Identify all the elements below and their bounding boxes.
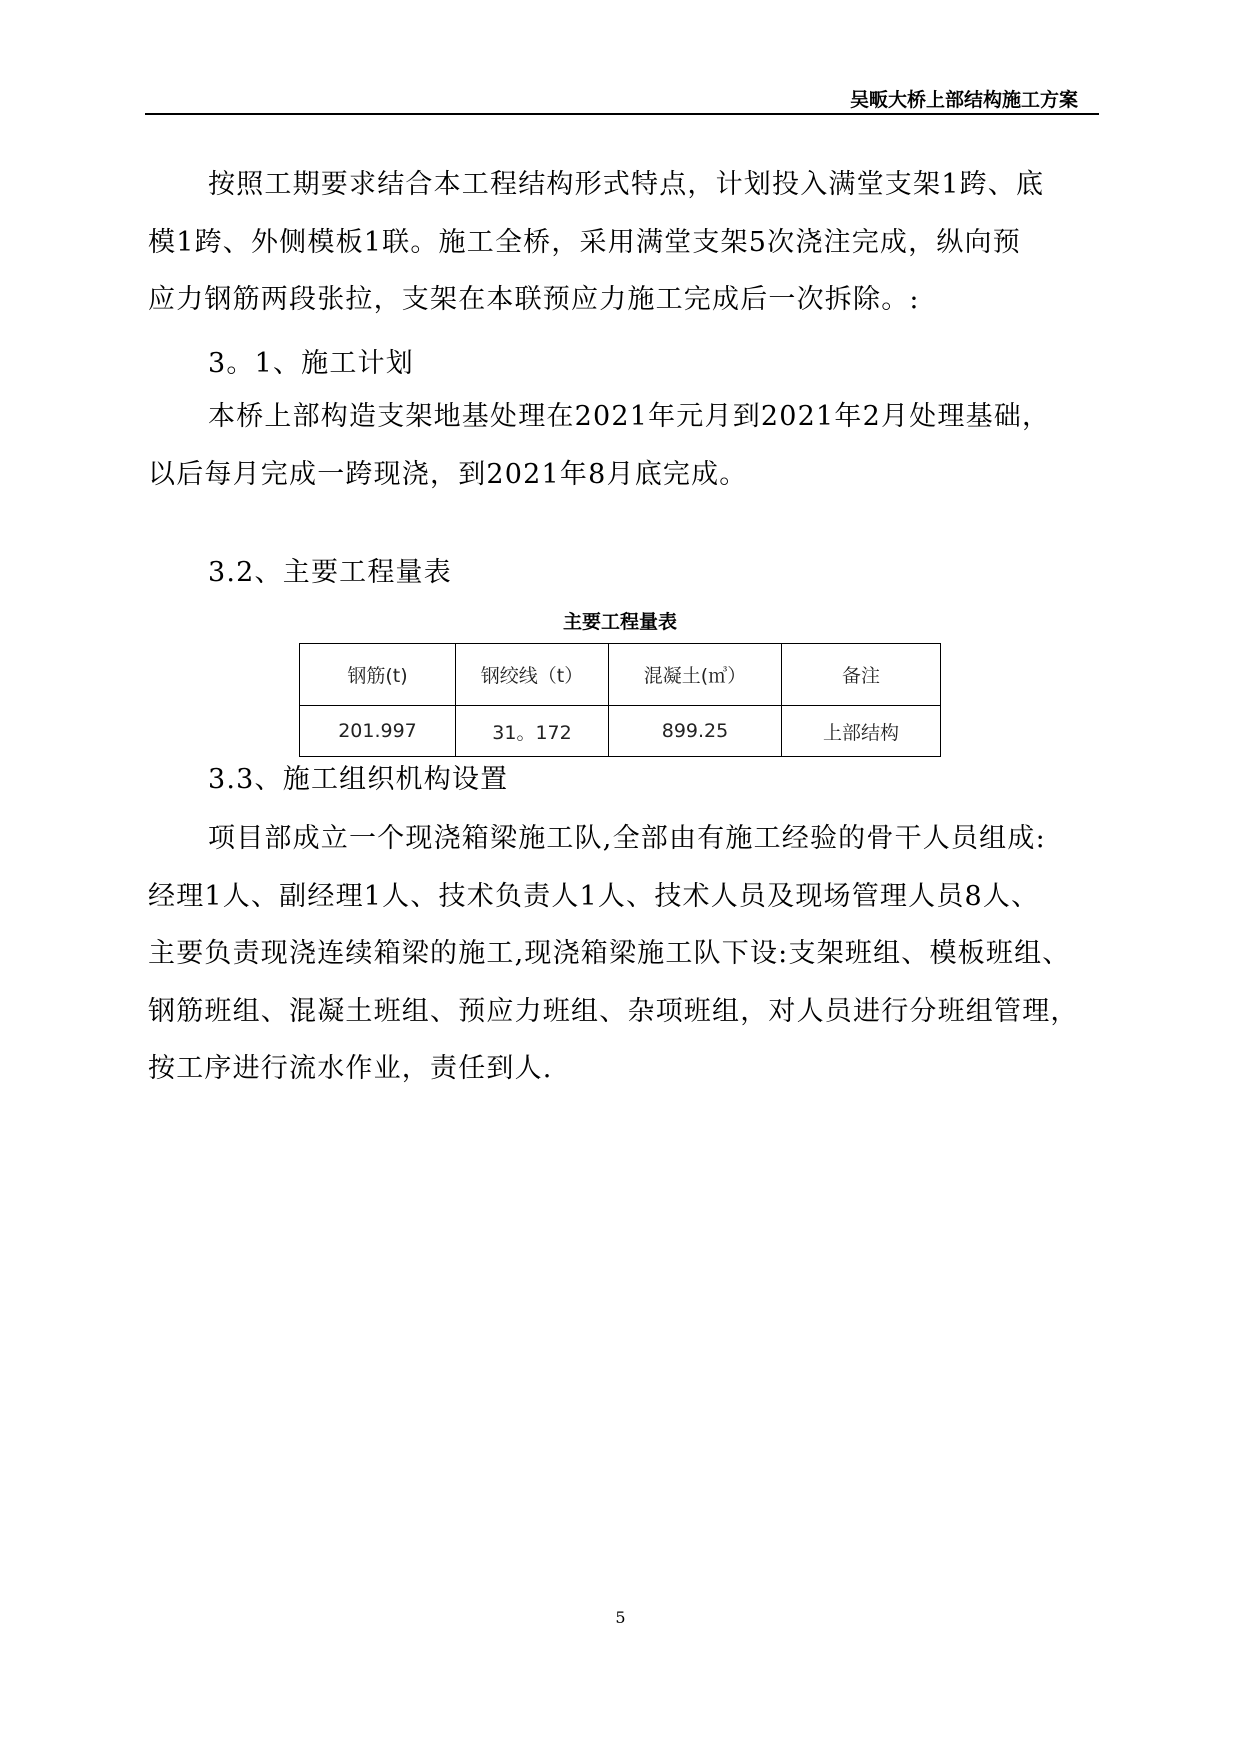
construction-plan-paragraph [148, 388, 1098, 503]
header-rule [145, 113, 1099, 115]
document-header-title: 吴畈大桥上部结构施工方案 [849, 89, 1078, 111]
paragraph-line: 模1跨、外侧模板1联。施工全桥，采用满堂支架5次浇注完成，纵向预 [148, 226, 1021, 258]
section-heading-3-2: 3.2、主要工程量表 [208, 557, 452, 588]
table-header-row [300, 644, 941, 706]
section-heading-3-3: 3.3、施工组织机构设置 [208, 764, 509, 795]
table-cell: 201.997 [300, 706, 456, 757]
organization-paragraph [148, 810, 1098, 1098]
intro-paragraph [148, 156, 1098, 329]
paragraph-line: 主要负责现浇连续箱梁的施工,现浇箱梁施工队下设:支架班组、模板班组、 [148, 938, 1071, 969]
paragraph-line: 钢筋班组、混凝土班组、预应力班组、杂项班组，对人员进行分班组管理， [148, 995, 1079, 1027]
table-header-cell: 钢筋(t) [300, 644, 456, 706]
page-number: 5 [615, 1608, 626, 1627]
paragraph-line: 以后每月完成一跨现浇，到2021年8月底完成。 [148, 458, 748, 490]
table-row [300, 706, 941, 757]
table-header-cell: 备注 [782, 644, 941, 706]
quantities-table [299, 643, 941, 757]
paragraph-line: 按照工期要求结合本工程结构形式特点，计划投入满堂支架1跨、底 [208, 169, 1045, 200]
table-caption: 主要工程量表 [562, 611, 677, 633]
paragraph-line: 经理1人、副经理1人、技术负责人1人、技术人员及现场管理人员8人、 [148, 880, 1040, 912]
paragraph-line: 本桥上部构造支架地基处理在2021年元月到2021年2月处理基础， [208, 401, 1051, 432]
paragraph-line: 项目部成立一个现浇箱梁施工队,全部由有施工经验的骨干人员组成: [208, 823, 1046, 854]
table-header-cell: 钢绞线（t） [456, 644, 609, 706]
table-cell: 31。172 [456, 706, 609, 757]
paragraph-line: 应力钢筋两段张拉，支架在本联预应力施工完成后一次拆除。: [148, 284, 920, 315]
table-header-cell: 混凝土(㎥） [609, 644, 782, 706]
section-heading-3-1: 3。1、施工计划 [208, 348, 414, 379]
paragraph-line: 按工序进行流水作业，责任到人. [148, 1053, 553, 1084]
table-cell: 899.25 [609, 706, 782, 757]
table-cell: 上部结构 [782, 706, 941, 757]
